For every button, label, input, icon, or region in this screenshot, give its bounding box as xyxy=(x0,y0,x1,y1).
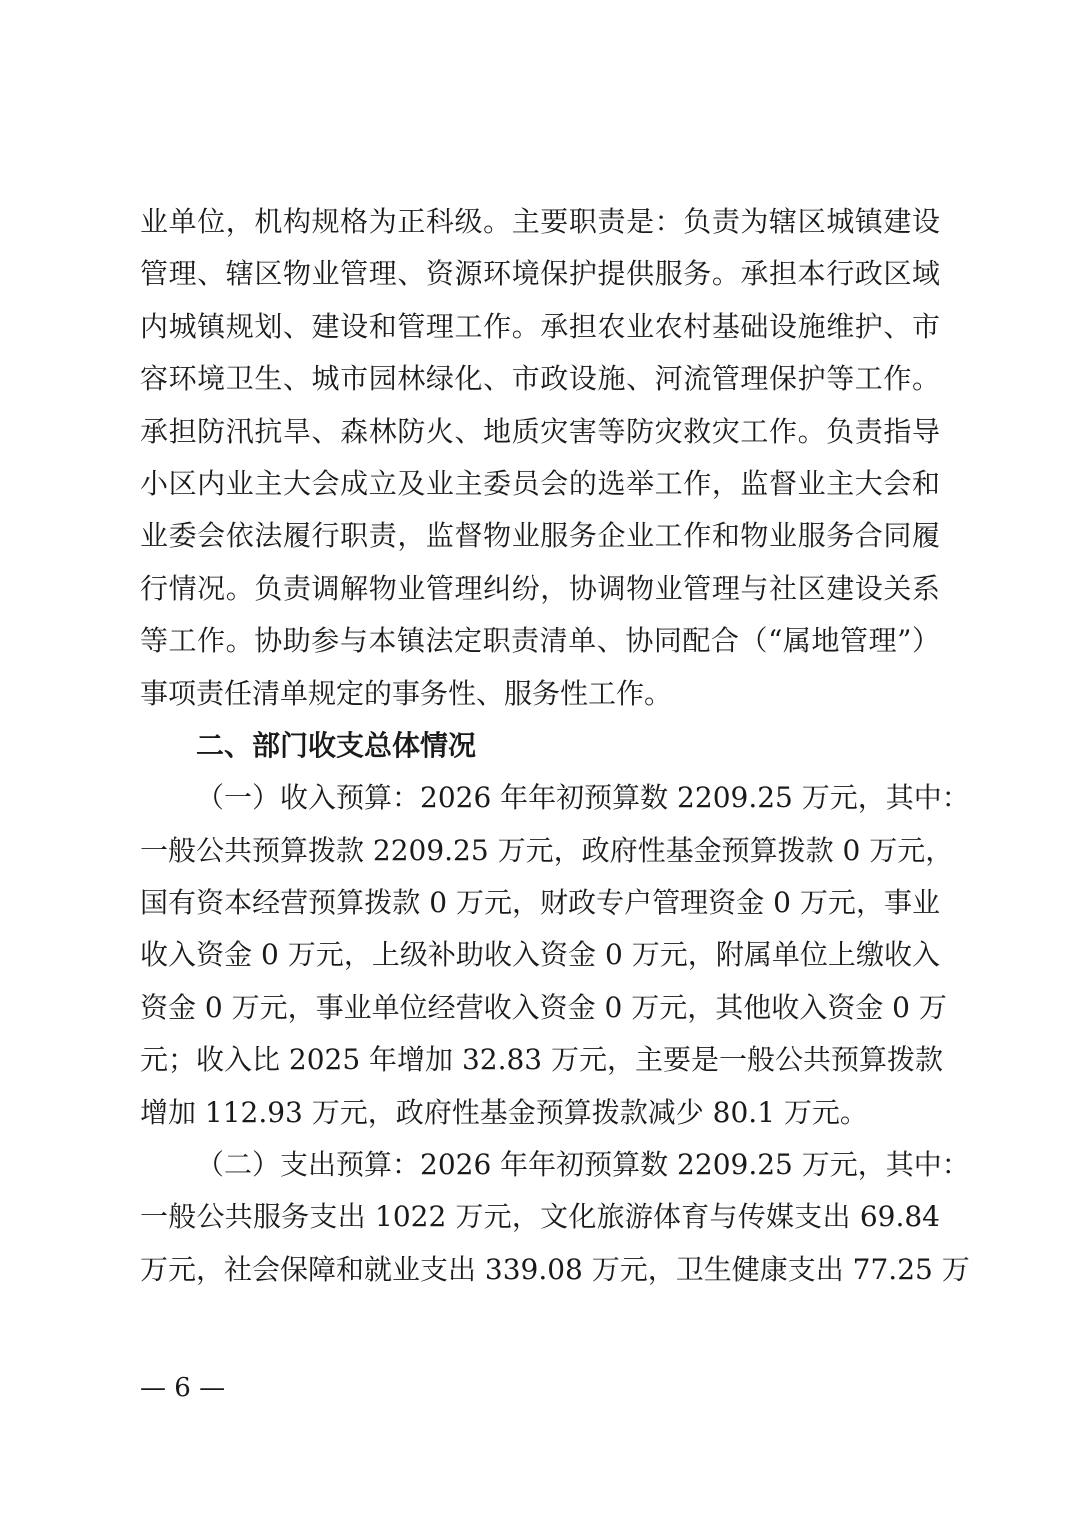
paragraph-line: 管理、辖区物业管理、资源环境保护提供服务。承担本行政区域 xyxy=(140,257,940,291)
paragraph-line: 承担防汛抗旱、森林防火、地质灾害等防灾救灾工作。负责指导 xyxy=(140,414,940,448)
expenditure-line: 一般公共服务支出 1022 万元，文化旅游体育与传媒支出 69.84 xyxy=(140,1200,940,1234)
income-line: 收入资金 0 万元，上级补助收入资金 0 万元，附属单位上缴收入 xyxy=(140,938,940,972)
section-heading: 二、部门收支总体情况 xyxy=(196,728,477,762)
paragraph-line: 事项责任清单规定的事务性、服务性工作。 xyxy=(140,676,673,710)
paragraph-line: 容环境卫生、城市园林绿化、市政设施、河流管理保护等工作。 xyxy=(140,362,940,396)
paragraph-line: 小区内业主大会成立及业主委员会的选举工作，监督业主大会和 xyxy=(140,466,940,500)
income-line: 国有资本经营预算拨款 0 万元，财政专户管理资金 0 万元，事业 xyxy=(140,886,940,920)
paragraph-line: 内城镇规划、建设和管理工作。承担农业农村基础设施维护、市 xyxy=(140,309,940,343)
income-line: 资金 0 万元，事业单位经营收入资金 0 万元，其他收入资金 0 万 xyxy=(140,990,947,1024)
income-line: （一）收入预算：2026 年年初预算数 2209.25 万元，其中： xyxy=(196,781,970,815)
paragraph-line: 行情况。负责调解物业管理纠纷，协调物业管理与社区建设关系 xyxy=(140,571,940,605)
document-body xyxy=(140,196,970,1296)
expenditure-line: 万元，社会保障和就业支出 339.08 万元，卫生健康支出 77.25 万 xyxy=(140,1252,970,1286)
income-line: 元；收入比 2025 年增加 32.83 万元，主要是一般公共预算拨款 xyxy=(140,1043,944,1077)
page-number: — 6 — xyxy=(140,1373,226,1403)
paragraph-line: 业委会依法履行职责，监督物业服务企业工作和物业服务合同履 xyxy=(140,519,940,553)
paragraph-line: 等工作。协助参与本镇法定职责清单、协同配合（“属地管理”） xyxy=(140,624,940,658)
expenditure-line: （二）支出预算：2026 年年初预算数 2209.25 万元，其中： xyxy=(196,1148,970,1182)
income-line: 一般公共预算拨款 2209.25 万元，政府性基金预算拨款 0 万元， xyxy=(140,833,954,867)
income-line: 增加 112.93 万元，政府性基金预算拨款减少 80.1 万元。 xyxy=(140,1095,868,1129)
paragraph-line: 业单位，机构规格为正科级。主要职责是：负责为辖区城镇建设 xyxy=(140,205,940,238)
